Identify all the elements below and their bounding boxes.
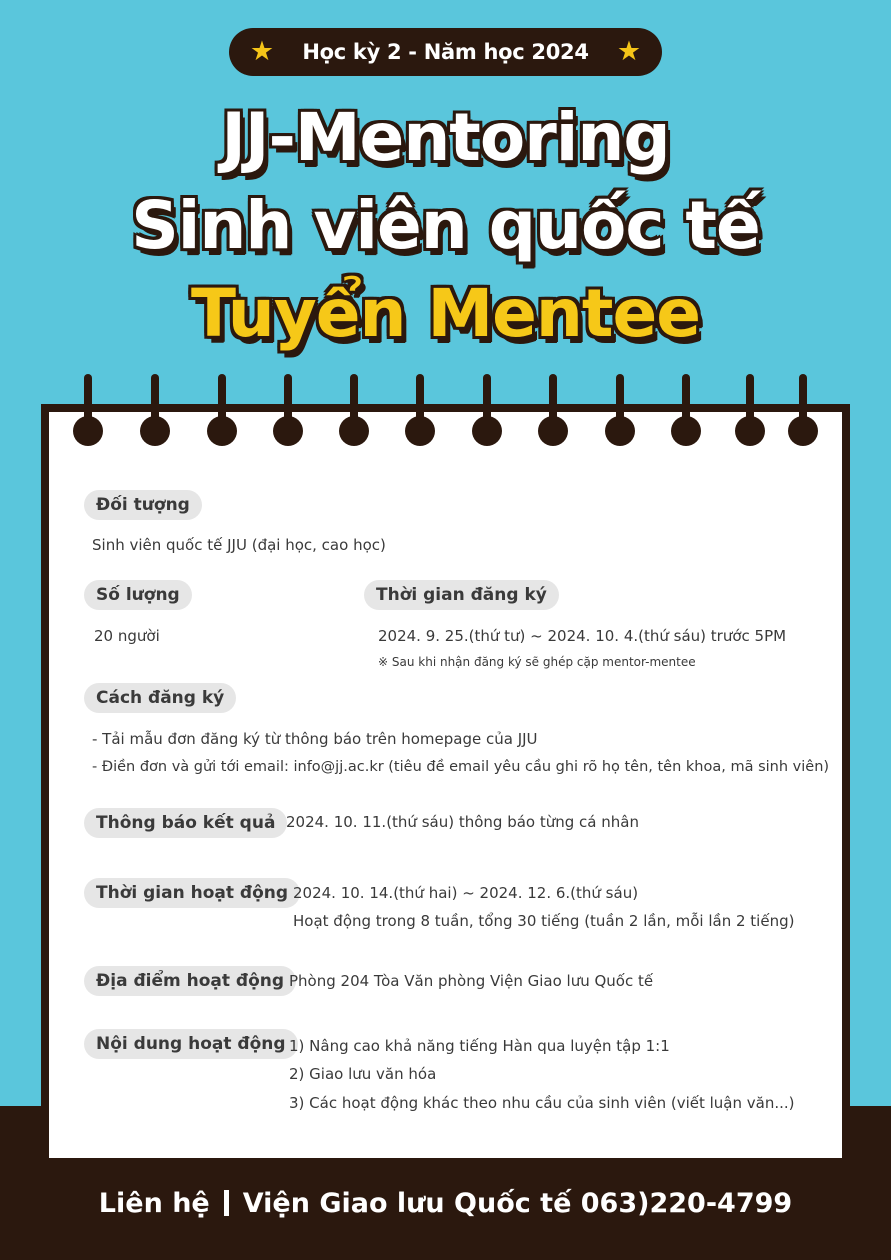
semester-pill	[229, 28, 662, 76]
spiral-ring-icon	[735, 374, 765, 446]
location-value: Phòng 204 Tòa Văn phòng Viện Giao lưu Quốc tế	[289, 972, 654, 990]
spiral-ring-icon	[207, 374, 237, 446]
activity-period-line: 2024. 10. 14.(thứ hai) ~ 2024. 12. 6.(thứ sáu)	[293, 884, 639, 902]
target-value: Sinh viên quốc tế JJU (đại học, cao học)	[92, 536, 386, 554]
spiral-ring-icon	[605, 374, 635, 446]
target-label: Đối tượng	[84, 490, 202, 520]
content-line: 1) Nâng cao khả năng tiếng Hàn qua luyện tập 1:1	[289, 1037, 670, 1055]
location-label: Địa điểm hoạt động	[84, 966, 296, 996]
spiral-ring-icon	[339, 374, 369, 446]
headline-line3: Tuyển Mentee	[190, 275, 700, 352]
content-label: Nội dung hoạt động	[84, 1029, 298, 1059]
headline-line2: Sinh viên quốc tế	[131, 187, 760, 264]
quantity-value: 20 người	[94, 627, 160, 645]
result-value: 2024. 10. 11.(thứ sáu) thông báo từng cá nhân	[286, 813, 639, 831]
how-to-apply-line: - Tải mẫu đơn đăng ký từ thông báo trên homepage của JJU	[92, 730, 538, 748]
star-icon: ★	[249, 36, 275, 67]
spiral-ring-icon	[405, 374, 435, 446]
result-label: Thông báo kết quả	[84, 808, 287, 838]
headline-line1: JJ-Mentoring	[221, 99, 670, 176]
content-line: 2) Giao lưu văn hóa	[289, 1065, 437, 1083]
quantity-label: Số lượng	[84, 580, 192, 610]
how-to-apply-line: - Điền đơn và gửi tới email: info@jj.ac.kr (tiêu đề email yêu cầu ghi rõ họ tên, tên khoa, mã sinh viên)	[92, 759, 830, 775]
registration-note: ※ Sau khi nhận đăng ký sẽ ghép cặp mentor-mentee	[378, 655, 696, 669]
registration-period-value: 2024. 9. 25.(thứ tư) ~ 2024. 10. 4.(thứ sáu) trước 5PM	[378, 627, 787, 645]
spiral-ring-icon	[538, 374, 568, 446]
content-line: 3) Các hoạt động khác theo nhu cầu của sinh viên (viết luận văn...)	[289, 1094, 795, 1112]
registration-period-label: Thời gian đăng ký	[364, 580, 559, 610]
spiral-ring-icon	[140, 374, 170, 446]
contact-label: Liên hệ	[98, 1188, 210, 1219]
spiral-ring-icon	[671, 374, 701, 446]
spiral-ring-icon	[273, 374, 303, 446]
contact-value: Viện Giao lưu Quốc tế 063)220-4799	[242, 1188, 793, 1219]
spiral-ring-icon	[73, 374, 103, 446]
spiral-ring-icon	[472, 374, 502, 446]
contact-footer	[0, 1184, 891, 1224]
star-icon: ★	[616, 36, 642, 67]
activity-period-label: Thời gian hoạt động	[84, 878, 300, 908]
activity-period-line: Hoạt động trong 8 tuần, tổng 30 tiếng (tuần 2 lần, mỗi lần 2 tiếng)	[293, 912, 795, 930]
separator-bar	[224, 1190, 229, 1216]
spiral-ring-icon	[788, 374, 818, 446]
how-to-apply-label: Cách đăng ký	[84, 683, 236, 713]
semester-text: Học kỳ 2 - Năm học 2024	[302, 40, 589, 64]
